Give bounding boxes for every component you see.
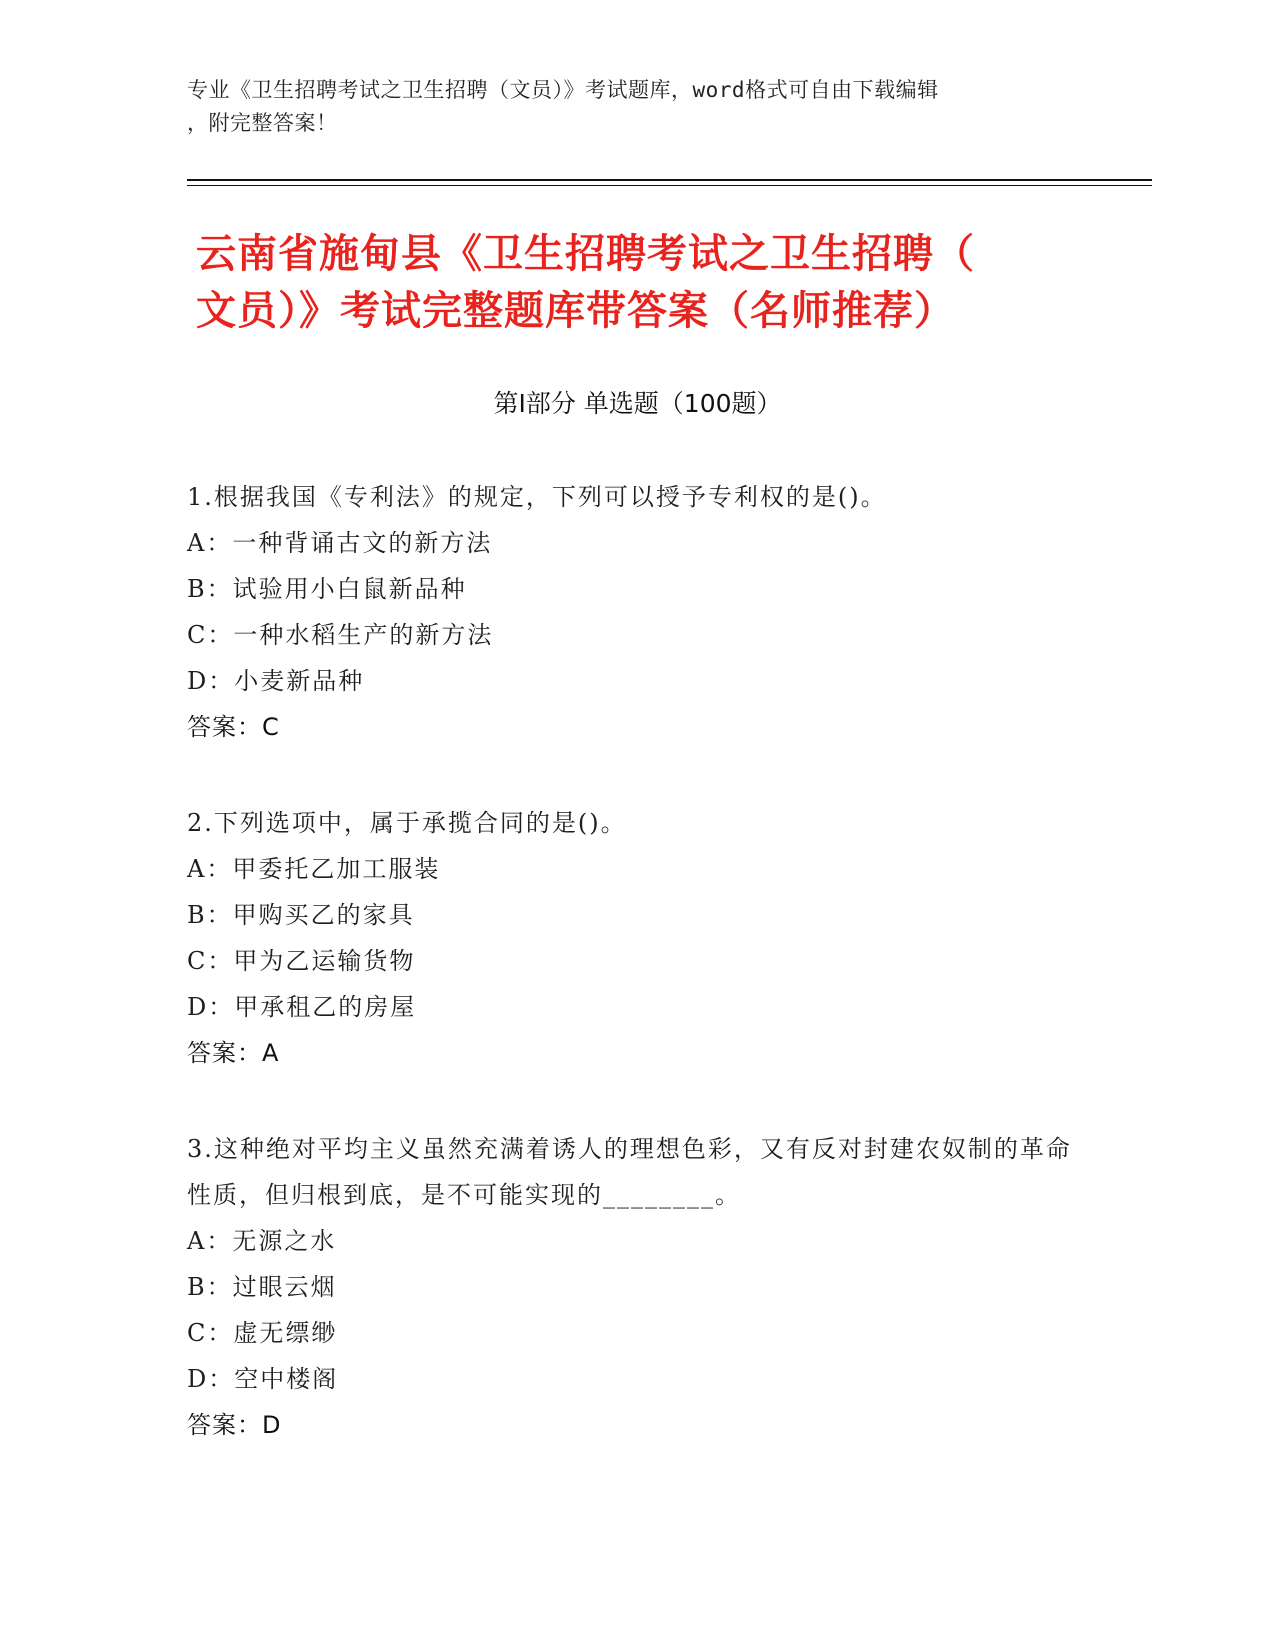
option-a: A：甲委托乙加工服装 xyxy=(187,855,441,883)
answer-line: 答案：A xyxy=(187,1039,280,1067)
header-divider-thick xyxy=(187,179,1152,181)
document-title xyxy=(196,226,1096,340)
document-title-line-1: 云南省施甸县《卫生招聘考试之卫生招聘（ xyxy=(196,231,975,277)
header-note xyxy=(187,74,1087,140)
section-heading: 第Ⅰ部分 单选题（100题） xyxy=(493,389,782,418)
option-c: C：甲为乙运输货物 xyxy=(187,947,416,975)
header-note-line-2: ，附完整答案！ xyxy=(187,111,338,135)
option-b: B：甲购买乙的家具 xyxy=(187,901,415,929)
option-b: B：试验用小白鼠新品种 xyxy=(187,575,467,603)
option-b: B：过眼云烟 xyxy=(187,1273,337,1301)
answer-line: 答案：C xyxy=(187,713,280,741)
header-note-line-1: 专业《卫生招聘考试之卫生招聘（文员）》考试题库，word格式可自由下载编辑 xyxy=(187,78,939,102)
question-1 xyxy=(187,474,1087,750)
question-3 xyxy=(187,1126,1087,1448)
option-d: D：小麦新品种 xyxy=(187,667,365,695)
question-2 xyxy=(187,800,1087,1076)
option-c: C：一种水稻生产的新方法 xyxy=(187,621,494,649)
option-c: C：虚无缥缈 xyxy=(187,1319,338,1347)
document-title-line-2: 文员）》考试完整题库带答案（名师推荐） xyxy=(196,288,955,334)
option-d: D：空中楼阁 xyxy=(187,1365,339,1393)
question-list xyxy=(187,474,1087,1498)
header-divider-thin xyxy=(187,185,1152,186)
option-a: A：无源之水 xyxy=(187,1227,337,1255)
question-stem: 3.这种绝对平均主义虽然充满着诱人的理想色彩，又有反对封建农奴制的革命性质，但归根到底，是不可能实现的________。 xyxy=(187,1135,1072,1209)
question-stem: 1.根据我国《专利法》的规定，下列可以授予专利权的是()。 xyxy=(187,483,887,511)
answer-line: 答案：D xyxy=(187,1411,282,1439)
option-a: A：一种背诵古文的新方法 xyxy=(187,529,493,557)
question-stem: 2.下列选项中，属于承揽合同的是()。 xyxy=(187,809,627,837)
option-d: D：甲承租乙的房屋 xyxy=(187,993,417,1021)
